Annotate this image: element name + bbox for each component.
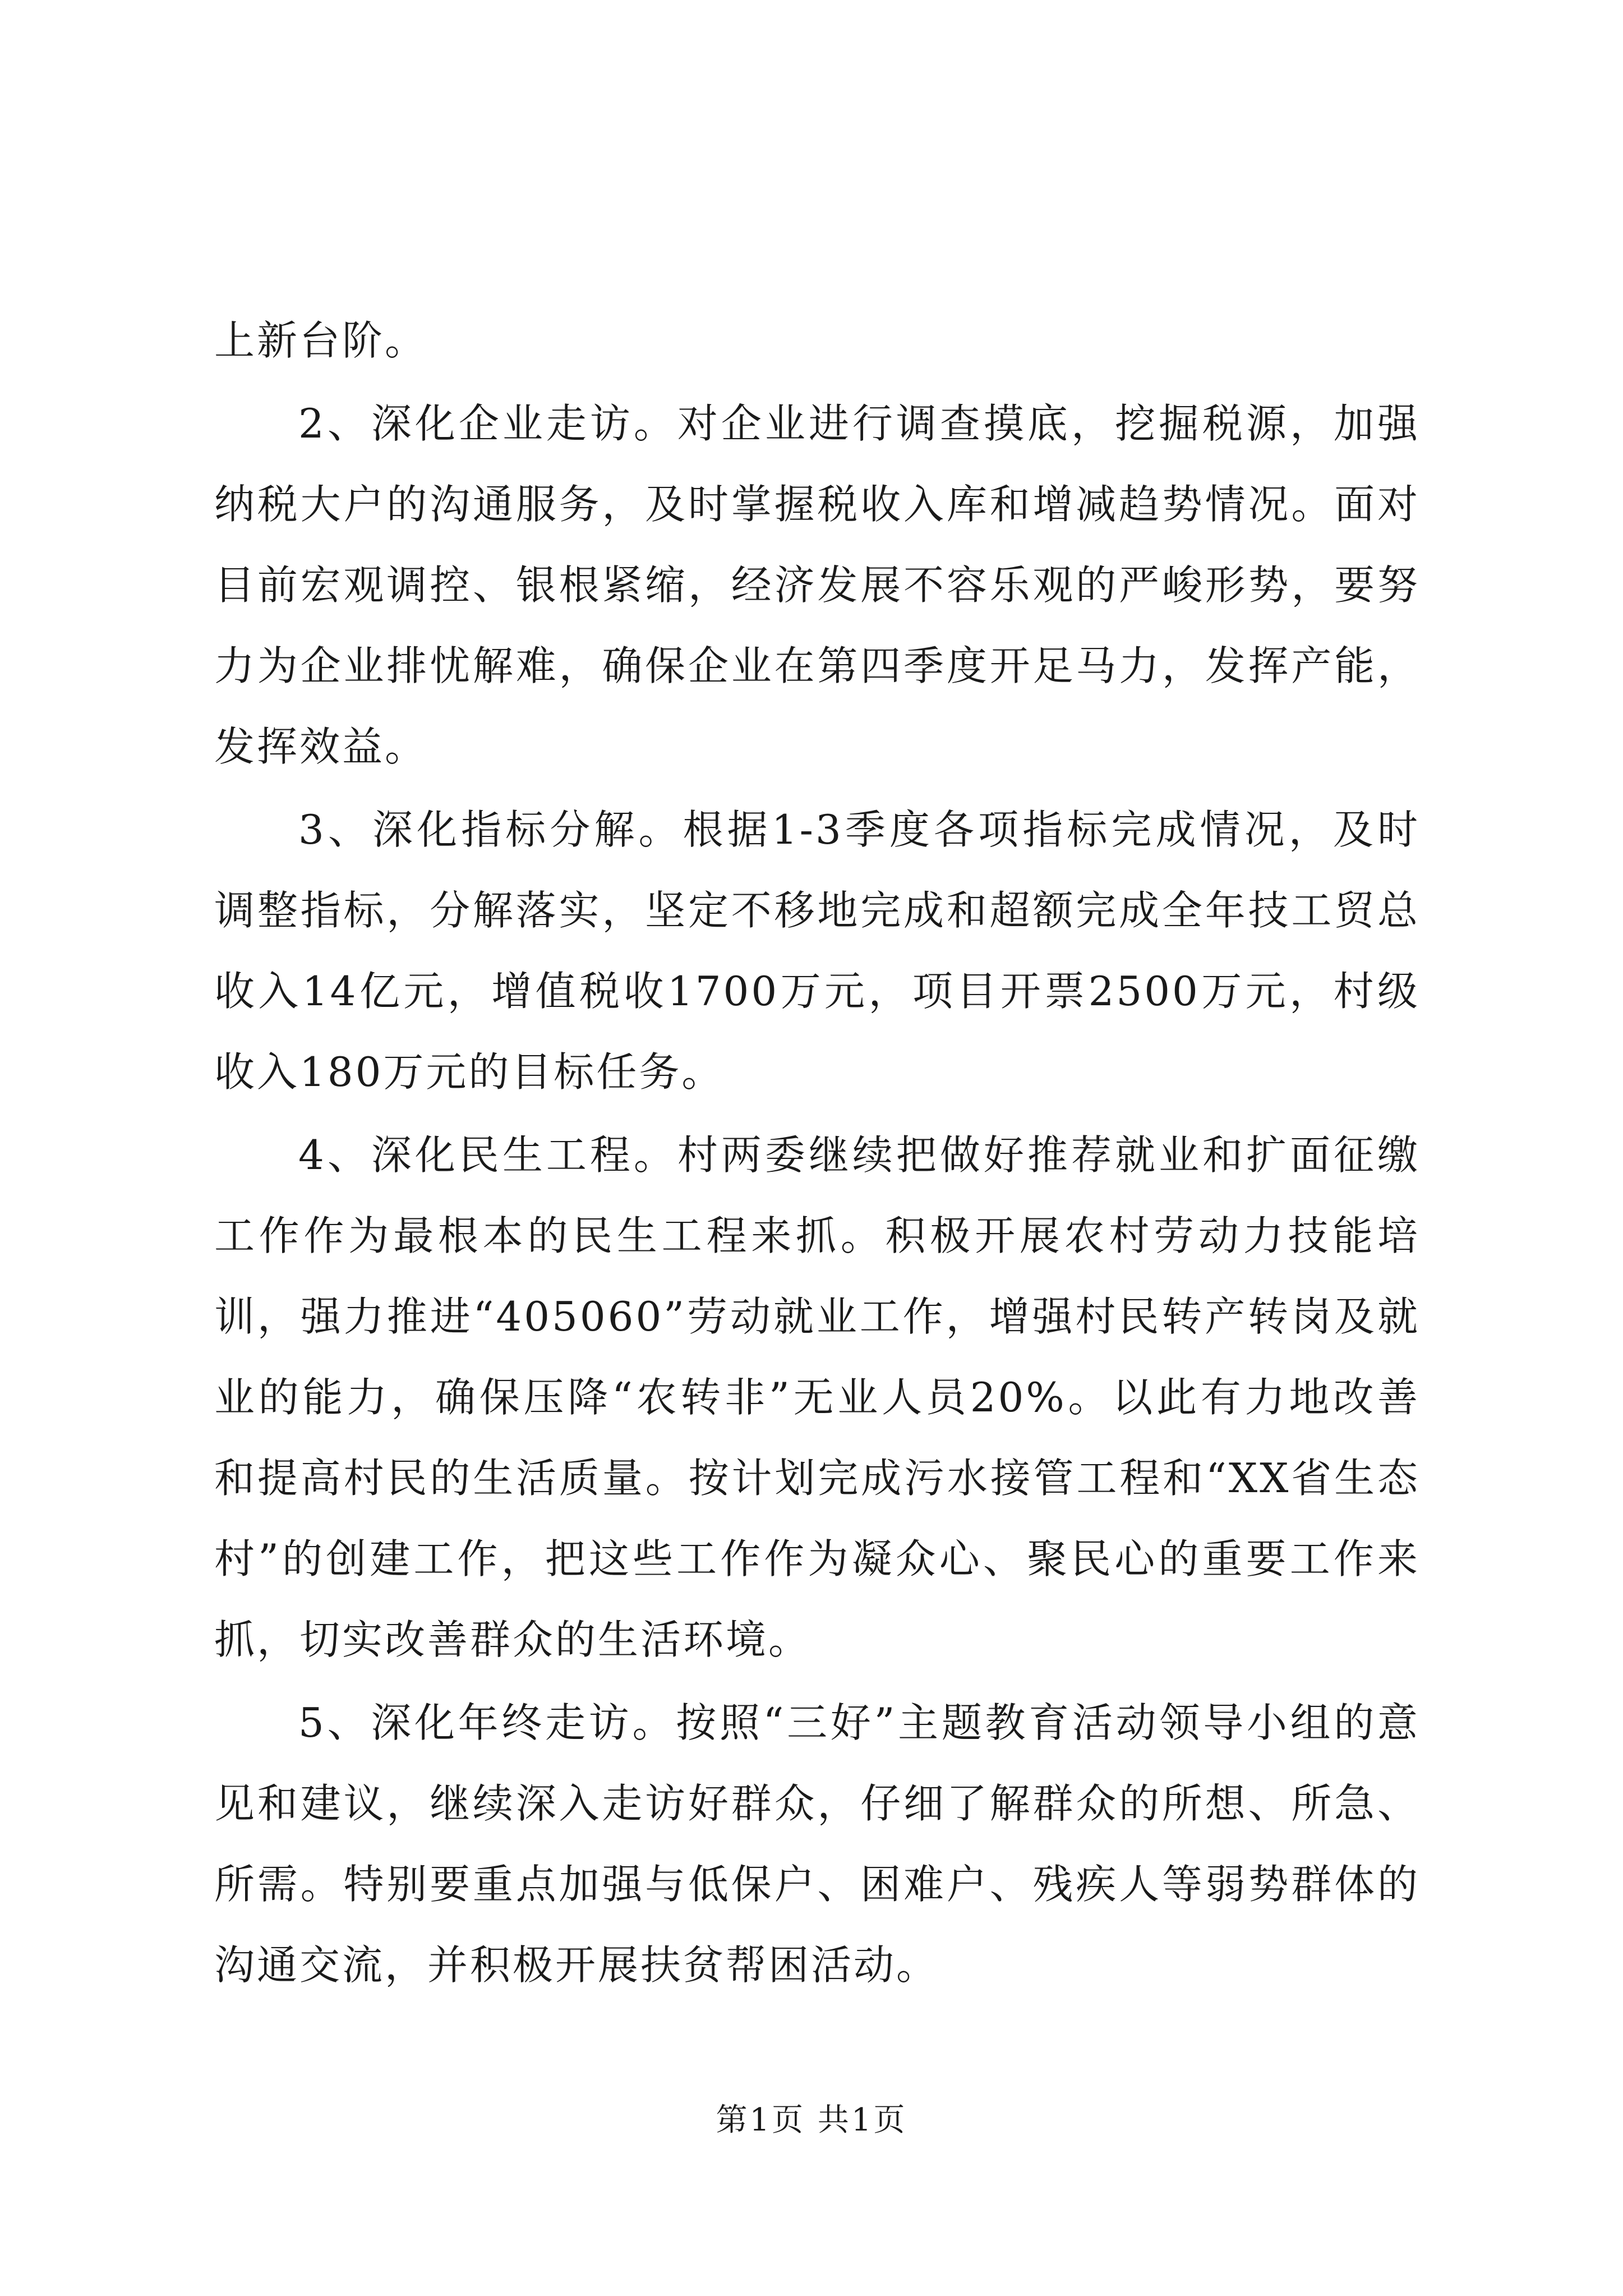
paragraph-continuation: 上新台阶。: [214, 317, 428, 364]
paragraph-livelihood-projects: 4、深化民生工程。村两委继续把做好推荐就业和扩面征缴工作作为最根本的民生工程来抓。积极开展农村劳动力技能培训，强力推进“405060”劳动就业工作，增强村民转产转岗及就业的能力，确保压降“农转非”无业人员20%。以此有力地改善和提高村民的生活质量。按计划完成污水接管工程和“XX省生态村”的创建工作，把这些工作作为凝众心、聚民心的重要工作来抓，切实改善群众的生活环境。: [214, 1131, 1420, 1663]
paragraph-year-end-visits: 5、深化年终走访。按照“三好”主题教育活动领导小组的意见和建议，继续深入走访好群众，仔细了解群众的所想、所急、所需。特别要重点加强与低保户、困难户、残疾人等弱势群体的沟通交流，并积极开展扶贫帮困活动。: [214, 1699, 1420, 1989]
page-footer: 第1页 共1页: [716, 2102, 907, 2138]
document-body: [214, 300, 1420, 2008]
paragraph-indicator-breakdown: 3、深化指标分解。根据1-3季度各项指标完成情况，及时调整指标，分解落实，坚定不移地完成和超额完成全年技工贸总收入14亿元，增值税收1700万元，项目开票2500万元，村级收入180万元的目标任务。: [214, 806, 1420, 1096]
paragraph-enterprise-visits: 2、深化企业走访。对企业进行调查摸底，挖掘税源，加强纳税大户的沟通服务，及时掌握税收入库和增减趋势情况。面对目前宏观调控、银根紧缩，经济发展不容乐观的严峻形势，要努力为企业排忧解难，确保企业在第四季度开足马力，发挥产能，发挥效益。: [214, 400, 1420, 770]
